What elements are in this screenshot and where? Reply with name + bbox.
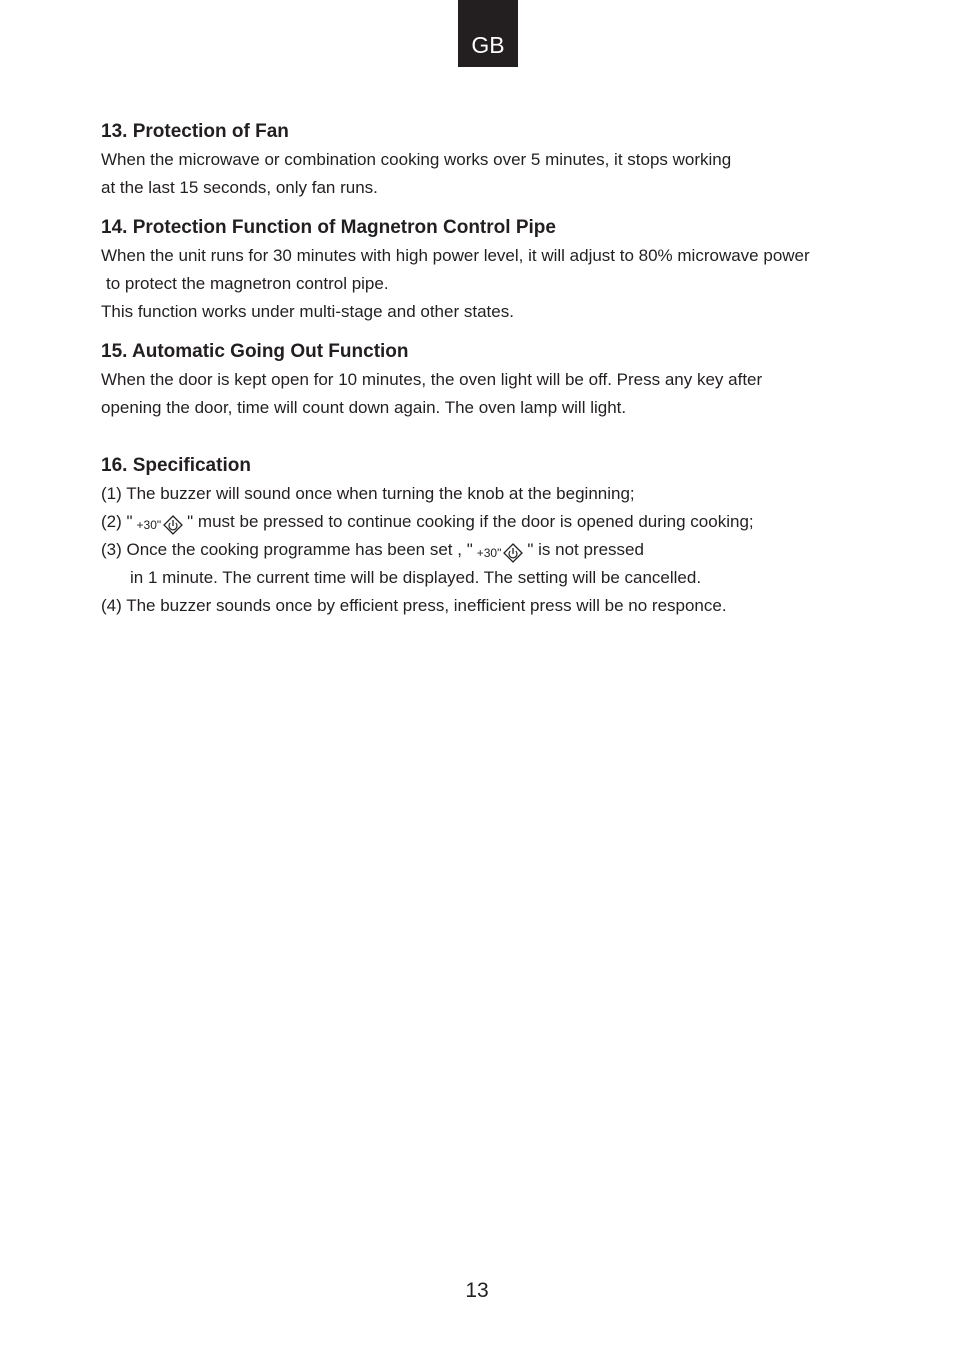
spec-item-text: " is not pressed <box>527 540 644 559</box>
spec-item-3-continued: in 1 minute. The current time will be displayed. The setting will be cancelled. <box>130 568 702 587</box>
paragraph-line: When the unit runs for 30 minutes with high power level, it will adjust to 80% microwave power <box>101 246 810 265</box>
section-protection-of-fan <box>101 118 881 202</box>
spec-item-1: (1) The buzzer will sound once when turning the knob at the beginning; <box>101 484 635 503</box>
paragraph-line: to protect the magnetron control pipe. <box>106 274 389 293</box>
spec-item-4: (4) The buzzer sounds once by efficient press, inefficient press will be no responce. <box>101 596 727 615</box>
section-magnetron-protection <box>101 214 881 326</box>
start-button-label: +30" <box>476 546 502 561</box>
paragraph-line: at the last 15 seconds, only fan runs. <box>101 178 378 197</box>
language-tab <box>458 0 518 67</box>
paragraph-line: When the door is kept open for 10 minutes, the oven light will be off. Press any key after <box>101 370 763 389</box>
section-title: 13. Protection of Fan <box>101 121 289 142</box>
spec-item-text: (3) Once the cooking programme has been set , " <box>101 540 473 559</box>
start-button-label: +30" <box>136 518 162 533</box>
paragraph-line: This function works under multi-stage and other states. <box>101 302 514 321</box>
paragraph-line: opening the door, time will count down again. The oven lamp will light. <box>101 398 627 417</box>
section-title: 16. Specification <box>101 455 251 476</box>
spec-item-text: (2) " <box>101 512 133 531</box>
start-plus30-symbol <box>477 539 524 559</box>
paragraph-line: When the microwave or combination cooking works over 5 minutes, it stops working <box>101 150 732 169</box>
page-number: 13 <box>465 1279 489 1302</box>
start-plus30-symbol <box>137 511 184 531</box>
spec-item-2 <box>101 508 881 536</box>
section-automatic-going-out <box>101 338 881 422</box>
manual-content <box>101 118 881 620</box>
section-title: 15. Automatic Going Out Function <box>101 341 409 362</box>
section-title: 14. Protection Function of Magnetron Control Pipe <box>101 217 556 238</box>
start-diamond-icon <box>163 515 183 535</box>
spec-item-text: " must be pressed to continue cooking if the door is opened during cooking; <box>187 512 754 531</box>
language-label: GB <box>471 32 505 58</box>
section-specification <box>101 452 881 620</box>
start-diamond-icon <box>503 543 523 563</box>
spec-item-3 <box>101 536 881 564</box>
